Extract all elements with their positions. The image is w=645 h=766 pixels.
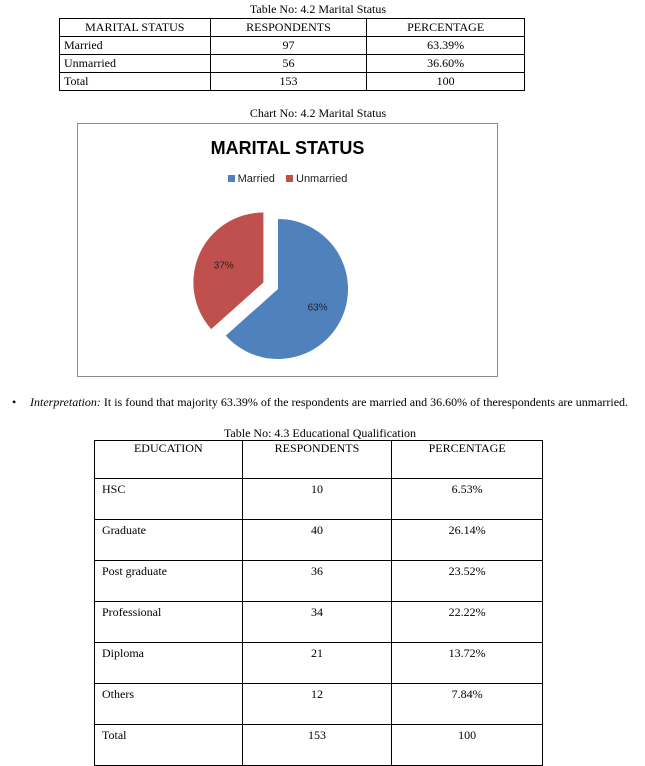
table-row xyxy=(95,602,543,643)
table-cell: 6.53% xyxy=(392,479,543,520)
interpretation-body: It is found that majority 63.39% of the respondents are married and 36.60% of therespondents are unmarried. xyxy=(100,395,629,409)
table2-caption: Table No: 4.3 Educational Qualification xyxy=(223,426,417,440)
table-cell: Unmarried xyxy=(60,55,211,73)
table-cell: 153 xyxy=(210,73,367,91)
interpretation-text xyxy=(30,395,628,410)
table-cell: 100 xyxy=(367,73,525,91)
table-cell: 153 xyxy=(242,725,392,766)
table-cell: 56 xyxy=(210,55,367,73)
table-cell: Total xyxy=(60,73,211,91)
table-cell: HSC xyxy=(95,479,243,520)
table-row xyxy=(95,520,543,561)
table-cell: Post graduate xyxy=(95,561,243,602)
table-cell: Married xyxy=(60,37,211,55)
legend-label: Married xyxy=(237,173,275,185)
table-cell: 22.22% xyxy=(392,602,543,643)
table-cell: Professional xyxy=(95,602,243,643)
marital-status-table xyxy=(59,18,525,91)
table-cell: Diploma xyxy=(95,643,243,684)
table-cell: 40 xyxy=(242,520,392,561)
table-cell: 36.60% xyxy=(367,55,525,73)
chart-caption: Chart No: 4.2 Marital Status xyxy=(249,106,387,120)
interpretation-label: Interpretation: xyxy=(30,395,101,409)
chart-title: MARITAL STATUS xyxy=(210,138,365,158)
table-header-row xyxy=(60,19,525,37)
pie-data-label: 37% xyxy=(213,260,234,272)
education-table xyxy=(94,440,543,766)
table-row xyxy=(95,561,543,602)
table-row xyxy=(60,37,525,55)
table-row xyxy=(95,643,543,684)
table-cell: 12 xyxy=(242,684,392,725)
table-cell: 63.39% xyxy=(367,37,525,55)
table-cell: 100 xyxy=(392,725,543,766)
table-header-cell: RESPONDENTS xyxy=(242,441,392,479)
marital-status-chart xyxy=(77,123,498,377)
table-row xyxy=(60,55,525,73)
legend-label: Unmarried xyxy=(296,173,348,185)
table-row xyxy=(95,684,543,725)
table1-caption: Table No: 4.2 Marital Status xyxy=(249,2,387,16)
table-cell: 7.84% xyxy=(392,684,543,725)
pie-chart xyxy=(78,124,497,376)
table-cell: 36 xyxy=(242,561,392,602)
table-cell: 10 xyxy=(242,479,392,520)
table-header-cell: RESPONDENTS xyxy=(210,19,367,37)
pie-data-label: 63% xyxy=(307,302,328,314)
table-cell: 26.14% xyxy=(392,520,543,561)
table-cell: Others xyxy=(95,684,243,725)
table-header-row xyxy=(95,441,543,479)
table-header-cell: PERCENTAGE xyxy=(367,19,525,37)
table-row xyxy=(95,479,543,520)
table-header-cell: PERCENTAGE xyxy=(392,441,543,479)
table-cell: 13.72% xyxy=(392,643,543,684)
table-cell: 34 xyxy=(242,602,392,643)
bullet: • xyxy=(12,395,17,409)
table-header-cell: MARITAL STATUS xyxy=(60,19,211,37)
table-row xyxy=(95,725,543,766)
table-cell: Graduate xyxy=(95,520,243,561)
table-cell: Total xyxy=(95,725,243,766)
table-cell: 23.52% xyxy=(392,561,543,602)
table-row xyxy=(60,73,525,91)
table-cell: 21 xyxy=(242,643,392,684)
table-header-cell: EDUCATION xyxy=(95,441,243,479)
table-cell: 97 xyxy=(210,37,367,55)
